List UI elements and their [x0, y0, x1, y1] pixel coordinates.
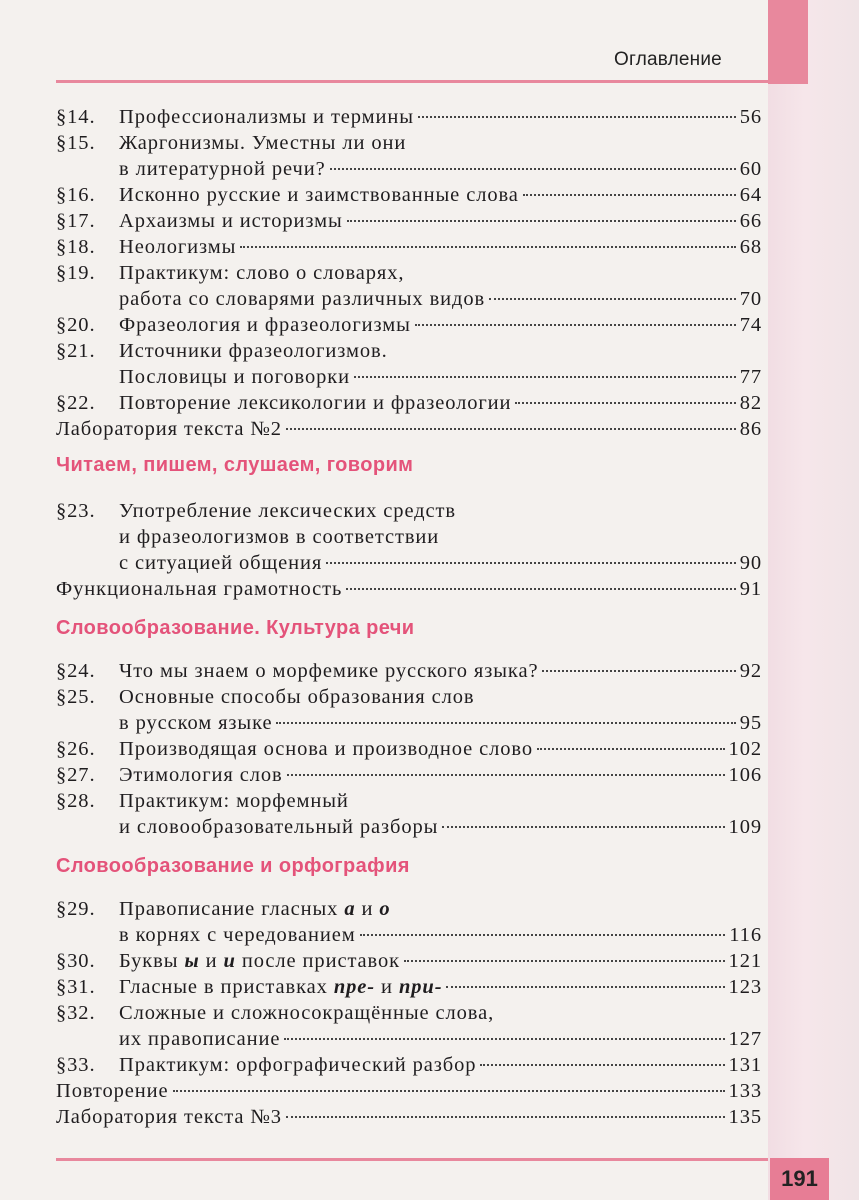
section-heading: Словообразование и орфография — [56, 855, 410, 877]
page-number: 191 — [781, 1166, 818, 1191]
toc-entry[interactable]: Лаборатория текста №3 135 — [56, 1106, 762, 1128]
toc-entry[interactable]: §33. Практикум: орфографический разбор 131 — [56, 1054, 762, 1076]
toc-entry[interactable]: §31. Гласные в приставках пре- и при- 123 — [56, 976, 762, 998]
toc-entry[interactable]: §24. Что мы знаем о морфемике русского языка? 92 — [56, 660, 762, 682]
toc-entry[interactable]: §20. Фразеология и фразеологизмы 74 — [56, 314, 762, 336]
toc-entry[interactable]: §19. Практикум: слово о словарях, — [56, 262, 405, 284]
side-band — [768, 0, 859, 1200]
toc-entry-cont[interactable]: Пословицы и поговорки 77 — [119, 366, 762, 388]
page-number-box — [770, 1158, 829, 1200]
toc-entry[interactable]: §18. Неологизмы 68 — [56, 236, 762, 258]
section-heading: Словообразование. Культура речи — [56, 617, 415, 639]
toc-entry-cont[interactable]: и фразеологизмов в соответствии — [119, 526, 440, 548]
corner-tab — [768, 0, 808, 84]
toc-entry[interactable]: §26. Производящая основа и производное слово 102 — [56, 738, 762, 760]
toc-entry[interactable]: §15. Жаргонизмы. Уместны ли они — [56, 132, 407, 154]
toc-entry[interactable]: §16. Исконно русские и заимствованные слова 64 — [56, 184, 762, 206]
toc-entry[interactable]: §32. Сложные и сложносокращённые слова, — [56, 1002, 495, 1024]
toc-entry-cont[interactable]: в русском языке 95 — [119, 712, 762, 734]
toc-entry[interactable]: Лаборатория текста №2 86 — [56, 418, 762, 440]
toc-entry-cont[interactable]: их правописание 127 — [119, 1028, 762, 1050]
toc-entry[interactable]: §22. Повторение лексикологии и фразеологии 82 — [56, 392, 762, 414]
toc-entry[interactable]: §25. Основные способы образования слов — [56, 686, 475, 708]
running-header: Оглавление — [614, 49, 722, 70]
toc-entry[interactable]: Повторение 133 — [56, 1080, 762, 1102]
toc-entry-cont[interactable]: с ситуацией общения 90 — [119, 552, 762, 574]
table-of-contents — [56, 104, 762, 1130]
top-rule — [56, 80, 768, 83]
section-heading: Читаем, пишем, слушаем, говорим — [56, 454, 414, 476]
toc-entry[interactable]: §17. Архаизмы и историзмы 66 — [56, 210, 762, 232]
toc-entry[interactable]: §28. Практикум: морфемный — [56, 790, 349, 812]
toc-entry-cont[interactable]: в литературной речи? 60 — [119, 158, 762, 180]
bottom-rule — [56, 1158, 768, 1161]
toc-entry[interactable]: §23. Употребление лексических средств — [56, 500, 456, 522]
toc-entry-cont[interactable]: работа со словарями различных видов 70 — [119, 288, 762, 310]
toc-entry[interactable]: Функциональная грамотность 91 — [56, 578, 762, 600]
toc-entry[interactable]: §14. Профессионализмы и термины 56 — [56, 106, 762, 128]
toc-entry-cont[interactable]: в корнях с чередованием 116 — [119, 924, 762, 946]
toc-entry-cont[interactable]: и словообразовательный разборы 109 — [119, 816, 762, 838]
toc-entry[interactable]: §21. Источники фразеологизмов. — [56, 340, 388, 362]
toc-entry[interactable]: §30. Буквы ы и и после приставок 121 — [56, 950, 762, 972]
toc-entry[interactable]: §29. Правописание гласных а и о — [56, 898, 391, 920]
toc-entry[interactable]: §27. Этимология слов 106 — [56, 764, 762, 786]
